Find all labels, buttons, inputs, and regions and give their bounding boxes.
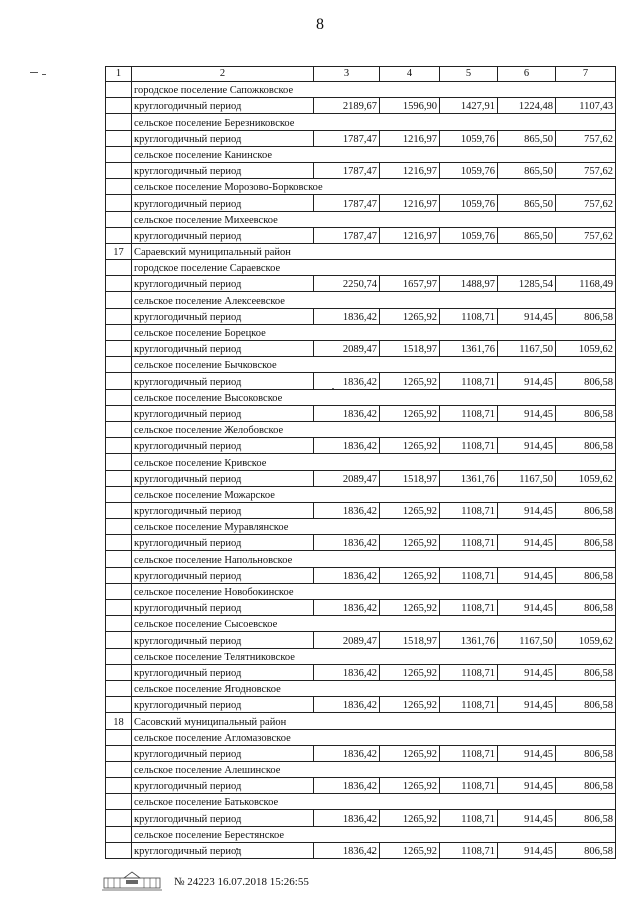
row-index-cell	[106, 341, 132, 357]
value-cell: 1108,71	[440, 745, 498, 761]
row-index-cell	[106, 632, 132, 648]
settlement-name-cell: сельское поселение Желобовское	[132, 421, 616, 437]
value-cell: 1518,97	[380, 470, 440, 486]
value-cell: 1488,97	[440, 276, 498, 292]
value-cell: 1108,71	[440, 600, 498, 616]
value-cell: 806,58	[556, 535, 616, 551]
period-label-cell: круглогодичный период	[132, 664, 314, 680]
footer	[100, 870, 500, 894]
value-cell: 865,50	[498, 227, 556, 243]
row-index-cell	[106, 308, 132, 324]
table-row	[106, 567, 616, 583]
period-label-cell: круглогодичный период	[132, 162, 314, 178]
period-label-cell: круглогодичный период	[132, 697, 314, 713]
value-cell: 1427,91	[440, 98, 498, 114]
value-cell: 757,62	[556, 227, 616, 243]
period-label-cell: круглогодичный период	[132, 373, 314, 389]
value-cell: 1836,42	[314, 535, 380, 551]
value-cell: 1265,92	[380, 502, 440, 518]
row-index-cell	[106, 680, 132, 696]
period-label-cell: круглогодичный период	[132, 810, 314, 826]
value-cell: 1167,50	[498, 632, 556, 648]
value-cell: 1107,43	[556, 98, 616, 114]
value-cell: 1265,92	[380, 697, 440, 713]
value-cell: 806,58	[556, 600, 616, 616]
value-cell: 1216,97	[380, 162, 440, 178]
table-row	[106, 616, 616, 632]
table-row	[106, 98, 616, 114]
settlement-name-cell: сельское поселение Березниковское	[132, 114, 616, 130]
table-row	[106, 648, 616, 664]
table-row	[106, 551, 616, 567]
value-cell: 1787,47	[314, 227, 380, 243]
row-index-cell	[106, 82, 132, 98]
settlement-name-cell: сельское поселение Новобокинское	[132, 583, 616, 599]
table-row	[106, 486, 616, 502]
row-index-cell	[106, 421, 132, 437]
value-cell: 914,45	[498, 664, 556, 680]
value-cell: 806,58	[556, 810, 616, 826]
value-cell: 806,58	[556, 405, 616, 421]
value-cell: 1836,42	[314, 405, 380, 421]
table-row	[106, 146, 616, 162]
government-building-stamp-icon	[100, 870, 164, 892]
row-index-cell	[106, 162, 132, 178]
table-row	[106, 179, 616, 195]
value-cell: 1836,42	[314, 567, 380, 583]
value-cell: 1361,76	[440, 341, 498, 357]
value-cell: 1265,92	[380, 373, 440, 389]
table-row	[106, 324, 616, 340]
column-header-1: 1	[106, 67, 132, 82]
row-index-cell	[106, 373, 132, 389]
tariff-table	[105, 66, 616, 859]
settlement-name-cell: городское поселение Сапожковское	[132, 82, 616, 98]
period-label-cell: круглогодичный период	[132, 276, 314, 292]
table-row	[106, 632, 616, 648]
value-cell: 1836,42	[314, 600, 380, 616]
column-header-5: 5	[440, 67, 498, 82]
row-index-cell	[106, 195, 132, 211]
settlement-name-cell: сельское поселение Борецкое	[132, 324, 616, 340]
value-cell: 1836,42	[314, 778, 380, 794]
row-index-cell	[106, 260, 132, 276]
row-index-cell	[106, 276, 132, 292]
value-cell: 914,45	[498, 842, 556, 858]
period-label-cell: круглогодичный период	[132, 535, 314, 551]
settlement-name-cell: сельское поселение Батьковское	[132, 794, 616, 810]
value-cell: 1265,92	[380, 664, 440, 680]
value-cell: 1265,92	[380, 438, 440, 454]
value-cell: 1059,62	[556, 341, 616, 357]
value-cell: 1265,92	[380, 842, 440, 858]
value-cell: 2189,67	[314, 98, 380, 114]
value-cell: 865,50	[498, 195, 556, 211]
period-label-cell: круглогодичный период	[132, 842, 314, 858]
settlement-name-cell: городское поселение Сараевское	[132, 260, 616, 276]
value-cell: 1836,42	[314, 697, 380, 713]
table-row	[106, 405, 616, 421]
table-row	[106, 421, 616, 437]
row-index-cell	[106, 454, 132, 470]
table-row	[106, 697, 616, 713]
value-cell: 1108,71	[440, 567, 498, 583]
column-header-4: 4	[380, 67, 440, 82]
settlement-name-cell: сельское поселение Кривское	[132, 454, 616, 470]
row-index-cell: 17	[106, 243, 132, 259]
table-row	[106, 130, 616, 146]
row-index-cell	[106, 810, 132, 826]
row-index-cell	[106, 664, 132, 680]
row-index-cell	[106, 130, 132, 146]
value-cell: 757,62	[556, 130, 616, 146]
row-index-cell	[106, 535, 132, 551]
table-header-row	[106, 67, 616, 82]
value-cell: 806,58	[556, 502, 616, 518]
value-cell: 1265,92	[380, 535, 440, 551]
row-index-cell	[106, 697, 132, 713]
table-row	[106, 162, 616, 178]
value-cell: 806,58	[556, 438, 616, 454]
table-row	[106, 438, 616, 454]
row-index-cell	[106, 98, 132, 114]
table-row	[106, 227, 616, 243]
row-index-cell	[106, 761, 132, 777]
row-index-cell	[106, 616, 132, 632]
row-index-cell	[106, 227, 132, 243]
value-cell: 1836,42	[314, 810, 380, 826]
table-row	[106, 308, 616, 324]
value-cell: 1167,50	[498, 470, 556, 486]
row-index-cell	[106, 502, 132, 518]
column-header-2: 2	[132, 67, 314, 82]
period-label-cell: круглогодичный период	[132, 600, 314, 616]
row-index-cell	[106, 389, 132, 405]
period-label-cell: круглогодичный период	[132, 502, 314, 518]
value-cell: 1108,71	[440, 664, 498, 680]
table-row	[106, 794, 616, 810]
value-cell: 1265,92	[380, 405, 440, 421]
row-index-cell	[106, 114, 132, 130]
row-index-cell	[106, 842, 132, 858]
settlement-name-cell: сельское поселение Морозово-Борковское	[132, 179, 616, 195]
document-registration	[174, 876, 309, 888]
row-index-cell	[106, 648, 132, 664]
row-index-cell	[106, 324, 132, 340]
settlement-name-cell: сельское поселение Напольновское	[132, 551, 616, 567]
value-cell: 1836,42	[314, 308, 380, 324]
period-label-cell: круглогодичный период	[132, 745, 314, 761]
value-cell: 1836,42	[314, 502, 380, 518]
period-label-cell: круглогодичный период	[132, 778, 314, 794]
table-row	[106, 82, 616, 98]
settlement-name-cell: сельское поселение Бычковское	[132, 357, 616, 373]
value-cell: 806,58	[556, 778, 616, 794]
value-cell: 2089,47	[314, 632, 380, 648]
settlement-name-cell: сельское поселение Михеевское	[132, 211, 616, 227]
value-cell: 1285,54	[498, 276, 556, 292]
table-row	[106, 114, 616, 130]
row-index-cell	[106, 567, 132, 583]
value-cell: 2250,74	[314, 276, 380, 292]
value-cell: 1108,71	[440, 810, 498, 826]
value-cell: 1518,97	[380, 341, 440, 357]
scan-artifact-line	[30, 72, 38, 73]
value-cell: 1836,42	[314, 373, 380, 389]
table-row	[106, 729, 616, 745]
table-row	[106, 535, 616, 551]
table-row	[106, 519, 616, 535]
value-cell: 1787,47	[314, 195, 380, 211]
row-index-cell	[106, 600, 132, 616]
row-index-cell	[106, 438, 132, 454]
value-cell: 1216,97	[380, 195, 440, 211]
district-name-cell: Сасовский муниципальный район	[132, 713, 616, 729]
document-number: № 24223	[174, 876, 215, 888]
value-cell: 1168,49	[556, 276, 616, 292]
table-row	[106, 778, 616, 794]
value-cell: 806,58	[556, 567, 616, 583]
period-label-cell: круглогодичный период	[132, 227, 314, 243]
value-cell: 1836,42	[314, 745, 380, 761]
row-index-cell	[106, 179, 132, 195]
value-cell: 1108,71	[440, 778, 498, 794]
value-cell: 1518,97	[380, 632, 440, 648]
column-header-6: 6	[498, 67, 556, 82]
value-cell: 806,58	[556, 308, 616, 324]
settlement-name-cell: сельское поселение Можарское	[132, 486, 616, 502]
row-index-cell	[106, 357, 132, 373]
table-row	[106, 680, 616, 696]
settlement-name-cell: сельское поселение Телятниковское	[132, 648, 616, 664]
value-cell: 1108,71	[440, 842, 498, 858]
value-cell: 1787,47	[314, 130, 380, 146]
value-cell: 757,62	[556, 195, 616, 211]
settlement-name-cell: сельское поселение Высоковское	[132, 389, 616, 405]
row-index-cell	[106, 519, 132, 535]
value-cell: 914,45	[498, 745, 556, 761]
row-index-cell	[106, 211, 132, 227]
value-cell: 757,62	[556, 162, 616, 178]
table-row	[106, 195, 616, 211]
row-index-cell	[106, 794, 132, 810]
value-cell: 1108,71	[440, 308, 498, 324]
settlement-name-cell: сельское поселение Муравлянское	[132, 519, 616, 535]
value-cell: 914,45	[498, 600, 556, 616]
table-row	[106, 502, 616, 518]
page-number: 8	[316, 16, 324, 33]
value-cell: 1836,42	[314, 438, 380, 454]
settlement-name-cell: сельское поселение Берестянское	[132, 826, 616, 842]
row-index-cell	[106, 470, 132, 486]
value-cell: 806,58	[556, 697, 616, 713]
table-row	[106, 260, 616, 276]
value-cell: 1836,42	[314, 664, 380, 680]
district-name-cell: Сараевский муниципальный район	[132, 243, 616, 259]
settlement-name-cell: сельское поселение Агломазовское	[132, 729, 616, 745]
row-index-cell	[106, 292, 132, 308]
value-cell: 1657,97	[380, 276, 440, 292]
table-row	[106, 842, 616, 858]
table-row	[106, 454, 616, 470]
value-cell: 806,58	[556, 745, 616, 761]
period-label-cell: круглогодичный период	[132, 632, 314, 648]
value-cell: 1265,92	[380, 778, 440, 794]
row-index-cell	[106, 745, 132, 761]
table-row	[106, 826, 616, 842]
value-cell: 914,45	[498, 373, 556, 389]
value-cell: 1216,97	[380, 130, 440, 146]
value-cell: 2089,47	[314, 470, 380, 486]
value-cell: 914,45	[498, 697, 556, 713]
value-cell: 1059,62	[556, 470, 616, 486]
table-row	[106, 600, 616, 616]
period-label-cell: круглогодичный период	[132, 98, 314, 114]
value-cell: 914,45	[498, 535, 556, 551]
column-header-7: 7	[556, 67, 616, 82]
table-row	[106, 357, 616, 373]
value-cell: 1224,48	[498, 98, 556, 114]
value-cell: 1108,71	[440, 405, 498, 421]
table-row	[106, 373, 616, 389]
row-index-cell	[106, 729, 132, 745]
row-index-cell	[106, 486, 132, 502]
value-cell: 914,45	[498, 810, 556, 826]
value-cell: 1059,76	[440, 227, 498, 243]
value-cell: 1596,90	[380, 98, 440, 114]
value-cell: 1265,92	[380, 567, 440, 583]
value-cell: 806,58	[556, 373, 616, 389]
value-cell: 1361,76	[440, 632, 498, 648]
period-label-cell: круглогодичный период	[132, 470, 314, 486]
period-label-cell: круглогодичный период	[132, 567, 314, 583]
table-row	[106, 664, 616, 680]
table-row	[106, 470, 616, 486]
value-cell: 914,45	[498, 502, 556, 518]
value-cell: 914,45	[498, 778, 556, 794]
value-cell: 1059,76	[440, 195, 498, 211]
settlement-name-cell: сельское поселение Ягодновское	[132, 680, 616, 696]
period-label-cell: круглогодичный период	[132, 195, 314, 211]
value-cell: 1265,92	[380, 745, 440, 761]
value-cell: 2089,47	[314, 341, 380, 357]
column-header-3: 3	[314, 67, 380, 82]
row-index-cell: 18	[106, 713, 132, 729]
period-label-cell: круглогодичный период	[132, 308, 314, 324]
value-cell: 1108,71	[440, 438, 498, 454]
table-row	[106, 243, 616, 259]
table-row	[106, 211, 616, 227]
value-cell: 1265,92	[380, 600, 440, 616]
value-cell: 914,45	[498, 308, 556, 324]
value-cell: 1108,71	[440, 502, 498, 518]
value-cell: 806,58	[556, 664, 616, 680]
table-row	[106, 389, 616, 405]
value-cell: 806,58	[556, 842, 616, 858]
value-cell: 1059,76	[440, 162, 498, 178]
period-label-cell: круглогодичный период	[132, 341, 314, 357]
value-cell: 865,50	[498, 162, 556, 178]
table-row	[106, 292, 616, 308]
row-index-cell	[106, 405, 132, 421]
row-index-cell	[106, 778, 132, 794]
value-cell: 865,50	[498, 130, 556, 146]
table-row	[106, 761, 616, 777]
document-timestamp: 16.07.2018 15:26:55	[217, 876, 309, 888]
value-cell: 914,45	[498, 438, 556, 454]
row-index-cell	[106, 551, 132, 567]
table-row	[106, 810, 616, 826]
value-cell: 1059,76	[440, 130, 498, 146]
value-cell: 914,45	[498, 567, 556, 583]
value-cell: 1361,76	[440, 470, 498, 486]
value-cell: 1216,97	[380, 227, 440, 243]
settlement-name-cell: сельское поселение Сысоевское	[132, 616, 616, 632]
value-cell: 1265,92	[380, 308, 440, 324]
row-index-cell	[106, 146, 132, 162]
value-cell: 1108,71	[440, 697, 498, 713]
table-row	[106, 583, 616, 599]
period-label-cell: круглогодичный период	[132, 130, 314, 146]
settlement-name-cell: сельское поселение Алешинское	[132, 761, 616, 777]
value-cell: 1787,47	[314, 162, 380, 178]
period-label-cell: круглогодичный период	[132, 438, 314, 454]
row-index-cell	[106, 583, 132, 599]
value-cell: 1167,50	[498, 341, 556, 357]
value-cell: 1836,42	[314, 842, 380, 858]
table-row	[106, 341, 616, 357]
settlement-name-cell: сельское поселение Канинское	[132, 146, 616, 162]
scan-artifact-line	[42, 74, 46, 75]
value-cell: 1059,62	[556, 632, 616, 648]
table-row	[106, 276, 616, 292]
table-row	[106, 745, 616, 761]
table-row	[106, 713, 616, 729]
value-cell: 914,45	[498, 405, 556, 421]
value-cell: 1108,71	[440, 373, 498, 389]
period-label-cell: круглогодичный период	[132, 405, 314, 421]
row-index-cell	[106, 826, 132, 842]
value-cell: 1108,71	[440, 535, 498, 551]
settlement-name-cell: сельское поселение Алексеевское	[132, 292, 616, 308]
value-cell: 1265,92	[380, 810, 440, 826]
